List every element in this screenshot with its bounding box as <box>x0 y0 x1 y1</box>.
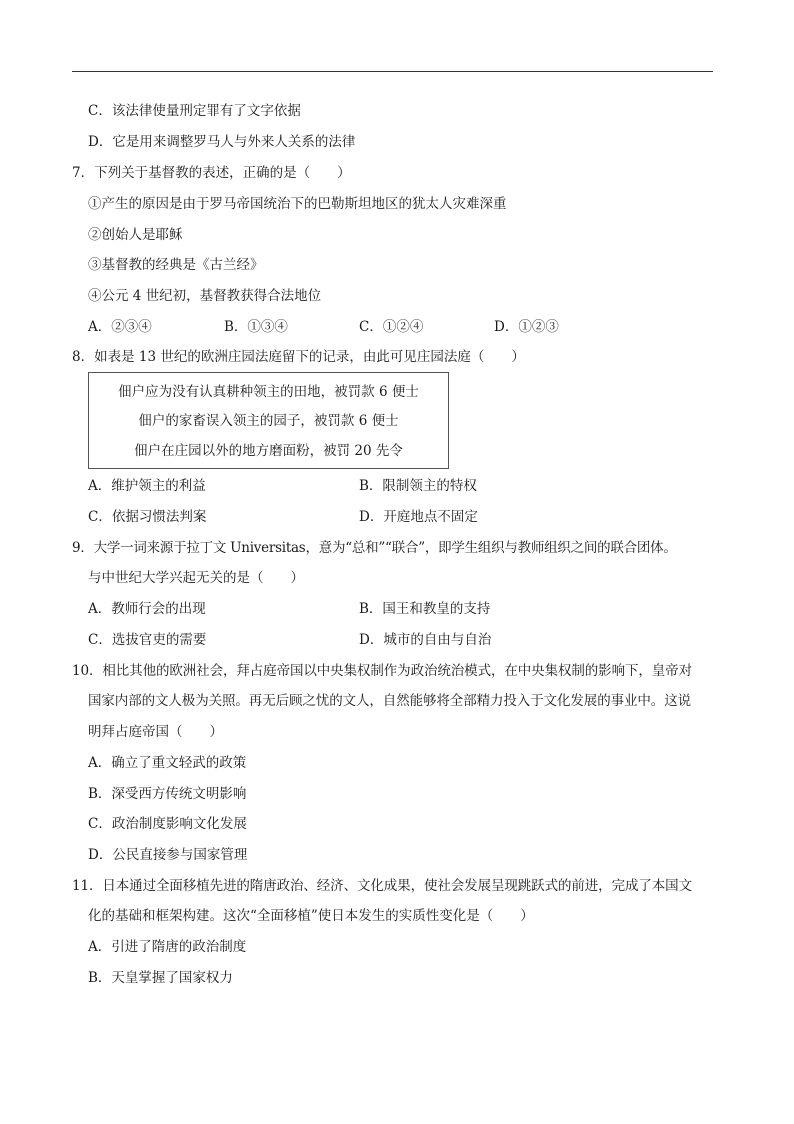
q6-option-c: C．该法律使量刑定罪有了文字依据 <box>88 103 301 119</box>
q7-statement-1: ①产生的原因是由于罗马帝国统治下的巴勒斯坦地区的犹太人灾难深重 <box>88 196 507 212</box>
q9-option-c: C．选拔官吏的需要 <box>88 632 207 648</box>
q9-stem-line-1: 9．大学一词来源于拉丁文 Universitas，意为“总和”“联合”，即学生组织与教师组织之间的联合团体。 <box>72 540 677 556</box>
q8-record-table <box>88 372 449 469</box>
header-rule <box>72 71 713 72</box>
q11-stem-line-1: 11．日本通过全面移植先进的隋唐政治、经济、文化成果，使社会发展呈现跳跃式的前进，完成了本国文 <box>72 878 692 894</box>
q10-option-b: B．深受西方传统文明影响 <box>88 786 247 802</box>
table-row: 佃户的家畜误入领主的园子，被罚款 6 便士 <box>138 413 399 429</box>
table-row: 佃户应为没有认真耕种领主的田地，被罚款 6 便士 <box>118 384 419 400</box>
q11-option-b: B．天皇掌握了国家权力 <box>88 970 233 986</box>
q7-option-c: C．①②④ <box>359 319 424 335</box>
q8-stem: 8．如表是 13 世纪的欧洲庄园法庭留下的记录，由此可见庄园法庭（ ） <box>72 349 525 365</box>
q10-stem-line-2: 国家内部的文人极为关照。再无后顾之忧的文人，自然能够将全部精力投入于文化发展的事业中。这说 <box>88 693 691 709</box>
q7-statement-3: ③基督教的经典是《古兰经》 <box>88 257 264 273</box>
q9-option-b: B．国王和教皇的支持 <box>359 601 491 617</box>
q8-option-a: A．维护领主的利益 <box>88 478 206 494</box>
q10-option-d: D．公民直接参与国家管理 <box>88 847 248 863</box>
q9-option-d: D．城市的自由与自治 <box>359 632 492 648</box>
q10-stem-line-1: 10．相比其他的欧洲社会，拜占庭帝国以中央集权制作为政治统治模式，在中央集权制的影响下，皇帝对 <box>72 663 692 679</box>
table-row: 佃户在庄园以外的地方磨面粉，被罚 20 先令 <box>134 443 403 459</box>
q7-stem: 7．下列关于基督教的表述，正确的是（ ） <box>72 165 351 181</box>
q9-option-a: A．教师行会的出现 <box>88 601 206 617</box>
q7-option-a: A．②③④ <box>88 319 152 335</box>
q6-option-d: D．它是用来调整罗马人与外来人关系的法律 <box>88 134 356 150</box>
q7-statement-4: ④公元 4 世纪初，基督教获得合法地位 <box>88 288 322 304</box>
q8-option-c: C．依据习惯法判案 <box>88 509 207 525</box>
q10-stem-line-3: 明拜占庭帝国（ ） <box>88 724 223 740</box>
q7-option-d: D．①②③ <box>494 319 559 335</box>
q11-option-a: A．引进了隋唐的政治制度 <box>88 939 247 955</box>
q7-option-b: B．①③④ <box>224 319 288 335</box>
q8-option-b: B．限制领主的特权 <box>359 478 477 494</box>
q8-option-d: D．开庭地点不固定 <box>359 509 478 525</box>
q11-stem-line-2: 化的基础和框架构建。这次“全面移植”使日本发生的实质性变化是（ ） <box>88 908 534 924</box>
q7-statement-2: ②创始人是耶稣 <box>88 227 183 243</box>
q9-stem-line-2: 与中世纪大学兴起无关的是（ ） <box>88 570 304 586</box>
q10-option-c: C．政治制度影响文化发展 <box>88 816 247 832</box>
q10-option-a: A．确立了重文轻武的政策 <box>88 755 247 771</box>
